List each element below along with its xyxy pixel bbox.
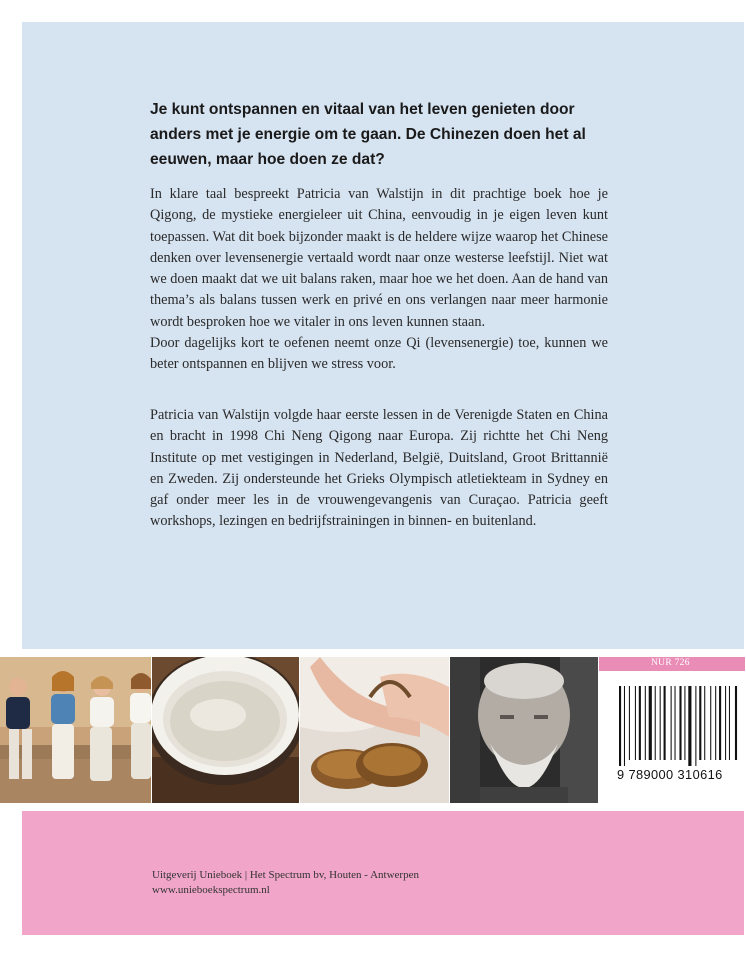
description-paragraph: In klare taal bespreekt Patricia van Walstijn in dit prachtige boek hoe je Qigong, de mystieke energieleer uit China, eenvoudig in je eigen leven kunt toepassen. Wat dit boek bijzonder maakt is de heldere wijze waarop het Chinese denken over levensenergie vertaald wordt naar onze westerse leefstijl. Niet wat we doen maakt dat we uit balans raken, maar hoe we het doen. Aan de hand van thema’s als balans tussen werk en privé en ons verlangen naar meer harmonie wordt besproken hoe we vitaler in ons leven kunnen staan.	[150, 186, 608, 330]
photo-group-of-people	[0, 657, 151, 803]
publisher-website[interactable]: www.unieboekspectrum.nl	[152, 884, 270, 896]
nur-label-bar	[599, 657, 745, 671]
author-bio-paragraph: Patricia van Walstijn volgde haar eerste lessen in de Verenigde Staten en China en bracht in 1998 Chi Neng Qigong naar Europa. Zij richtte het Chi Neng Institute op met vestigingen in Nederland, België, Duitsland, Groot Brittannië en Zweden. Zij ondersteunde het Grieks Olympisch atletiekteam in Sydney en gaf onder meer les in de vrouwengevangenis van Curaçao. Patricia geeft workshops, lezingen en bedrijfstrainingen in binnen- en buitenland.	[150, 407, 608, 530]
photo-hands-with-cymbals	[300, 657, 449, 803]
photo-old-chinese-man	[450, 657, 598, 803]
description-paragraph-2: Door dagelijks kort te oefenen neemt onze Qi (levensenergie) toe, kunnen we beter ontspannen en blijven we stress voor.	[150, 335, 608, 373]
intro-heading: Je kunt ontspannen en vitaal van het leven genieten door anders met je energie om te gaan. De Chinezen doen het al eeuwen, maar hoe doen ze dat?	[150, 101, 586, 168]
author-bio	[150, 405, 608, 533]
barcode-area	[599, 657, 746, 803]
isbn-barcode	[617, 686, 741, 766]
isbn-number: 9 789000 310616	[617, 767, 723, 782]
publisher-info	[152, 868, 419, 898]
publisher-name: Uitgeverij Unieboek | Het Spectrum bv, Houten - Antwerpen	[152, 869, 419, 881]
photo-bowl-of-rice	[152, 657, 299, 803]
nur-code: NUR 726	[651, 658, 690, 668]
description-block	[150, 184, 608, 376]
